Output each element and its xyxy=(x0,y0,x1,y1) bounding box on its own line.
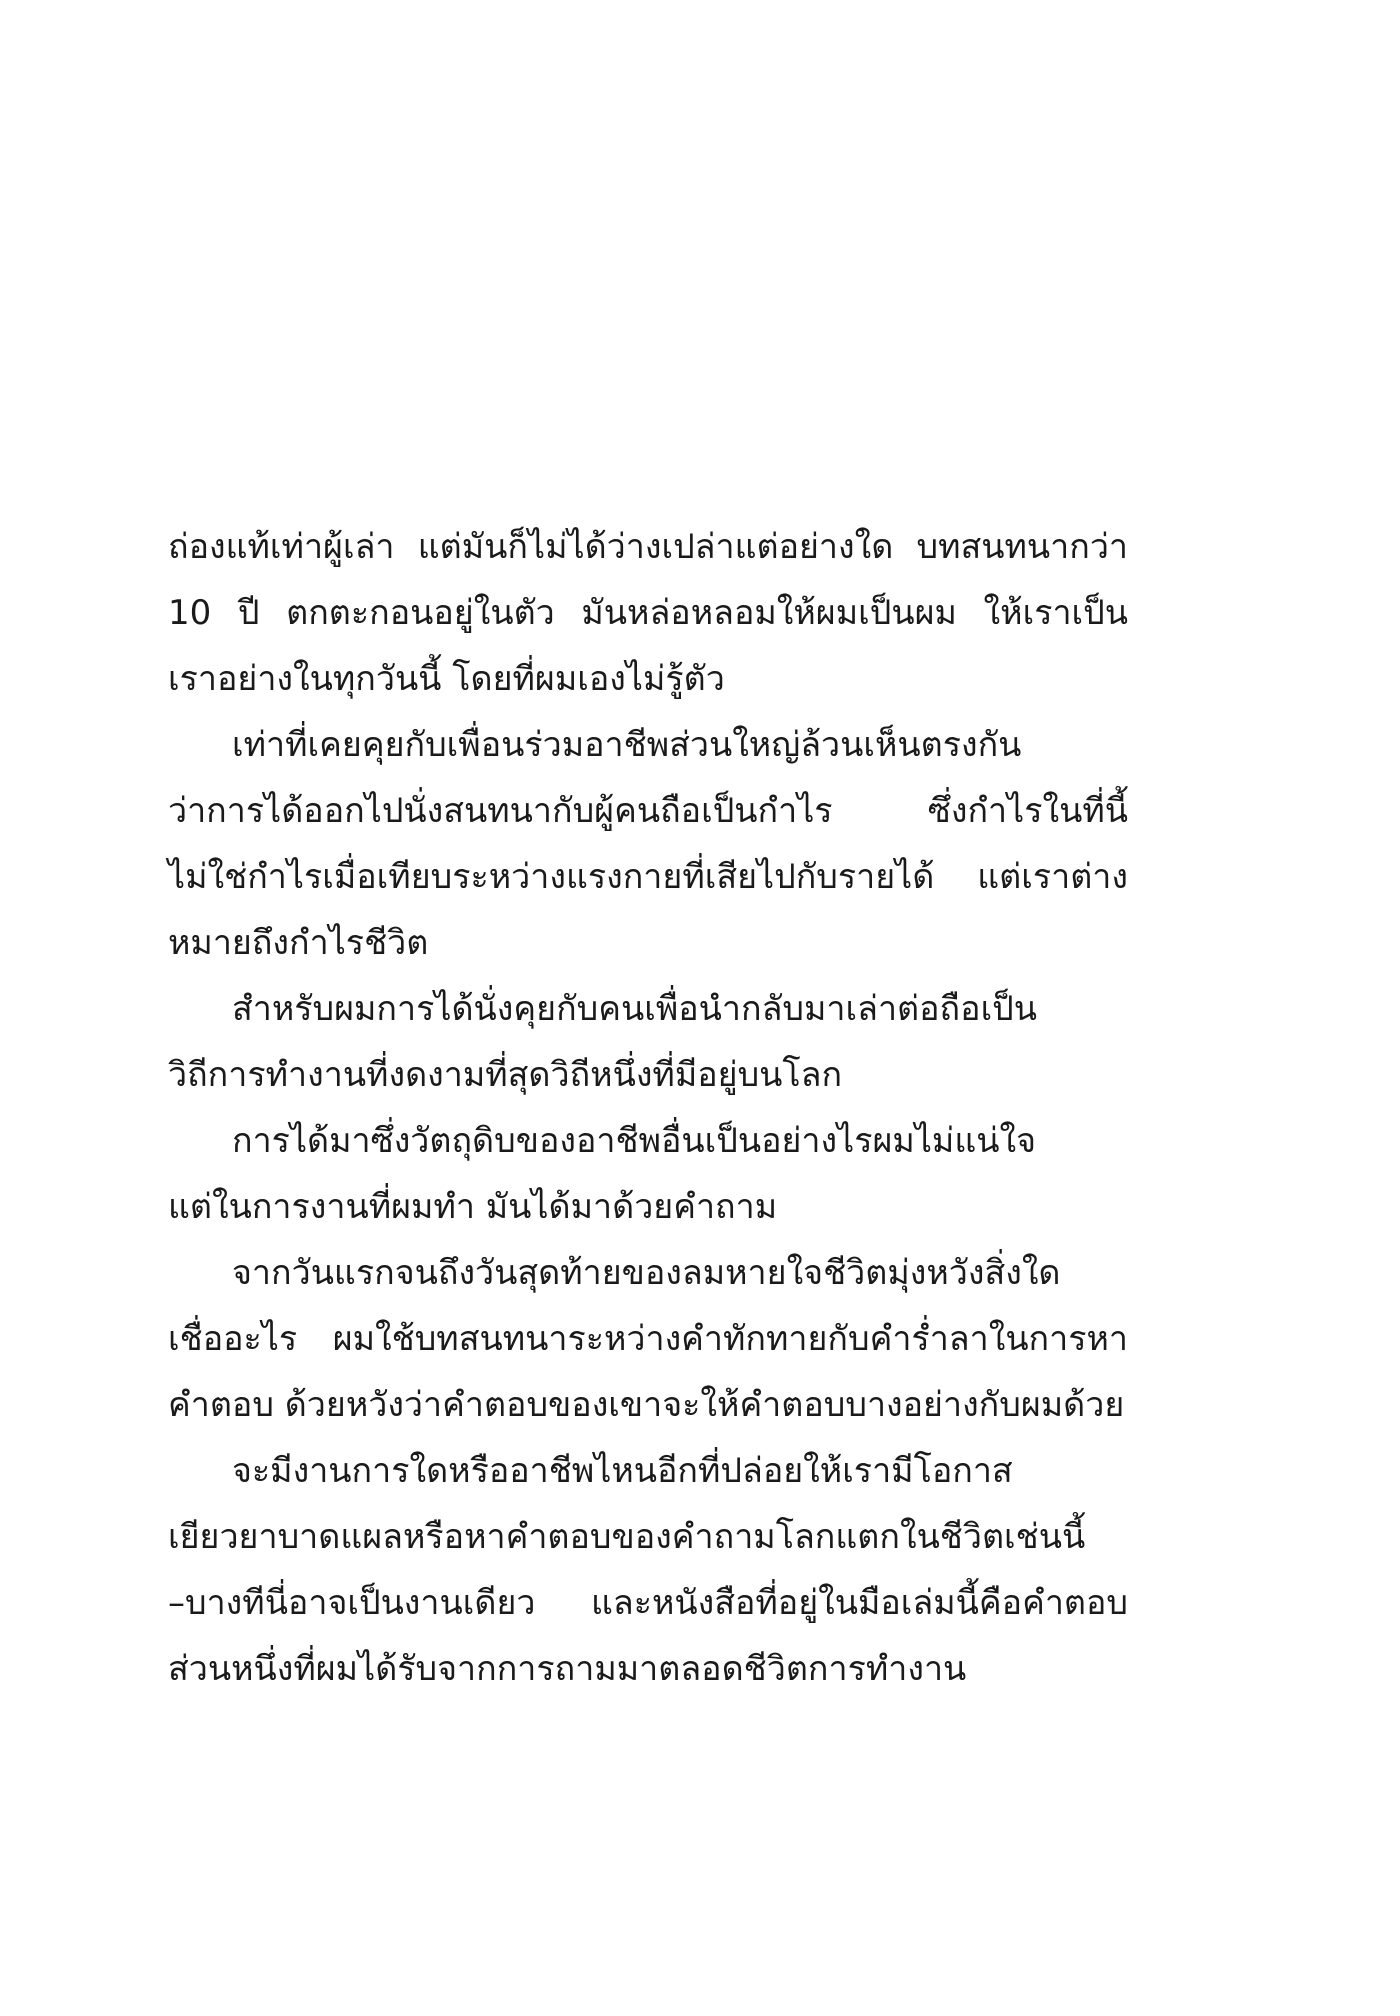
text-line: –บางทีนี่อาจเป็นงานเดียว และหนังสือที่อยู่ในมือเล่มนี้คือคำตอบ xyxy=(168,1583,1128,1623)
text-line: ว่าการได้ออกไปนั่งสนทนากับผู้คนถือเป็นกำไร ซึ่งกำไรในที่นี้ xyxy=(168,791,1128,831)
text-line: การได้มาซึ่งวัตถุดิบของอาชีพอื่นเป็นอย่างไรผมไม่แน่ใจ xyxy=(232,1121,1037,1161)
text-line: เชื่ออะไร ผมใช้บทสนทนาระหว่างคำทักทายกับคำร่ำลาในการหา xyxy=(168,1319,1128,1359)
text-line: เราอย่างในทุกวันนี้ โดยที่ผมเองไม่รู้ตัว xyxy=(168,659,725,699)
text-line: ไม่ใช่กำไรเมื่อเทียบระหว่างแรงกายที่เสียไปกับรายได้ แต่เราต่าง xyxy=(168,857,1128,897)
text-line: วิถีการทำงานที่งดงามที่สุดวิถีหนึ่งที่มีอยู่บนโลก xyxy=(168,1055,843,1095)
text-line: ส่วนหนึ่งที่ผมได้รับจากการถามมาตลอดชีวิตการทำงาน xyxy=(168,1649,967,1689)
text-line: เยียวยาบาดแผลหรือหาคำตอบของคำถามโลกแตกในชีวิตเช่นนี้ xyxy=(168,1517,1086,1557)
text-line: จะมีงานการใดหรืออาชีพไหนอีกที่ปล่อยให้เรามีโอกาส xyxy=(232,1451,1013,1491)
text-line: ถ่องแท้เท่าผู้เล่า แต่มันก็ไม่ได้ว่างเปล่าแต่อย่างใด บทสนทนากว่า xyxy=(168,527,1128,567)
text-line: สำหรับผมการได้นั่งคุยกับคนเพื่อนำกลับมาเล่าต่อถือเป็น xyxy=(232,989,1038,1029)
body-text xyxy=(168,514,1128,1702)
text-line: หมายถึงกำไรชีวิต xyxy=(168,923,429,963)
text-line: เท่าที่เคยคุยกับเพื่อนร่วมอาชีพส่วนใหญ่ล้วนเห็นตรงกัน xyxy=(232,725,1022,765)
text-line: 10 ปี ตกตะกอนอยู่ในตัว มันหล่อหลอมให้ผมเป็นผม ให้เราเป็น xyxy=(168,593,1128,633)
text-line: จากวันแรกจนถึงวันสุดท้ายของลมหายใจชีวิตมุ่งหวังสิ่งใด xyxy=(232,1253,1061,1293)
text-line: แต่ในการงานที่ผมทำ มันได้มาด้วยคำถาม xyxy=(168,1187,778,1227)
text-line: คำตอบ ด้วยหวังว่าคำตอบของเขาจะให้คำตอบบางอย่างกับผมด้วย xyxy=(168,1385,1125,1425)
